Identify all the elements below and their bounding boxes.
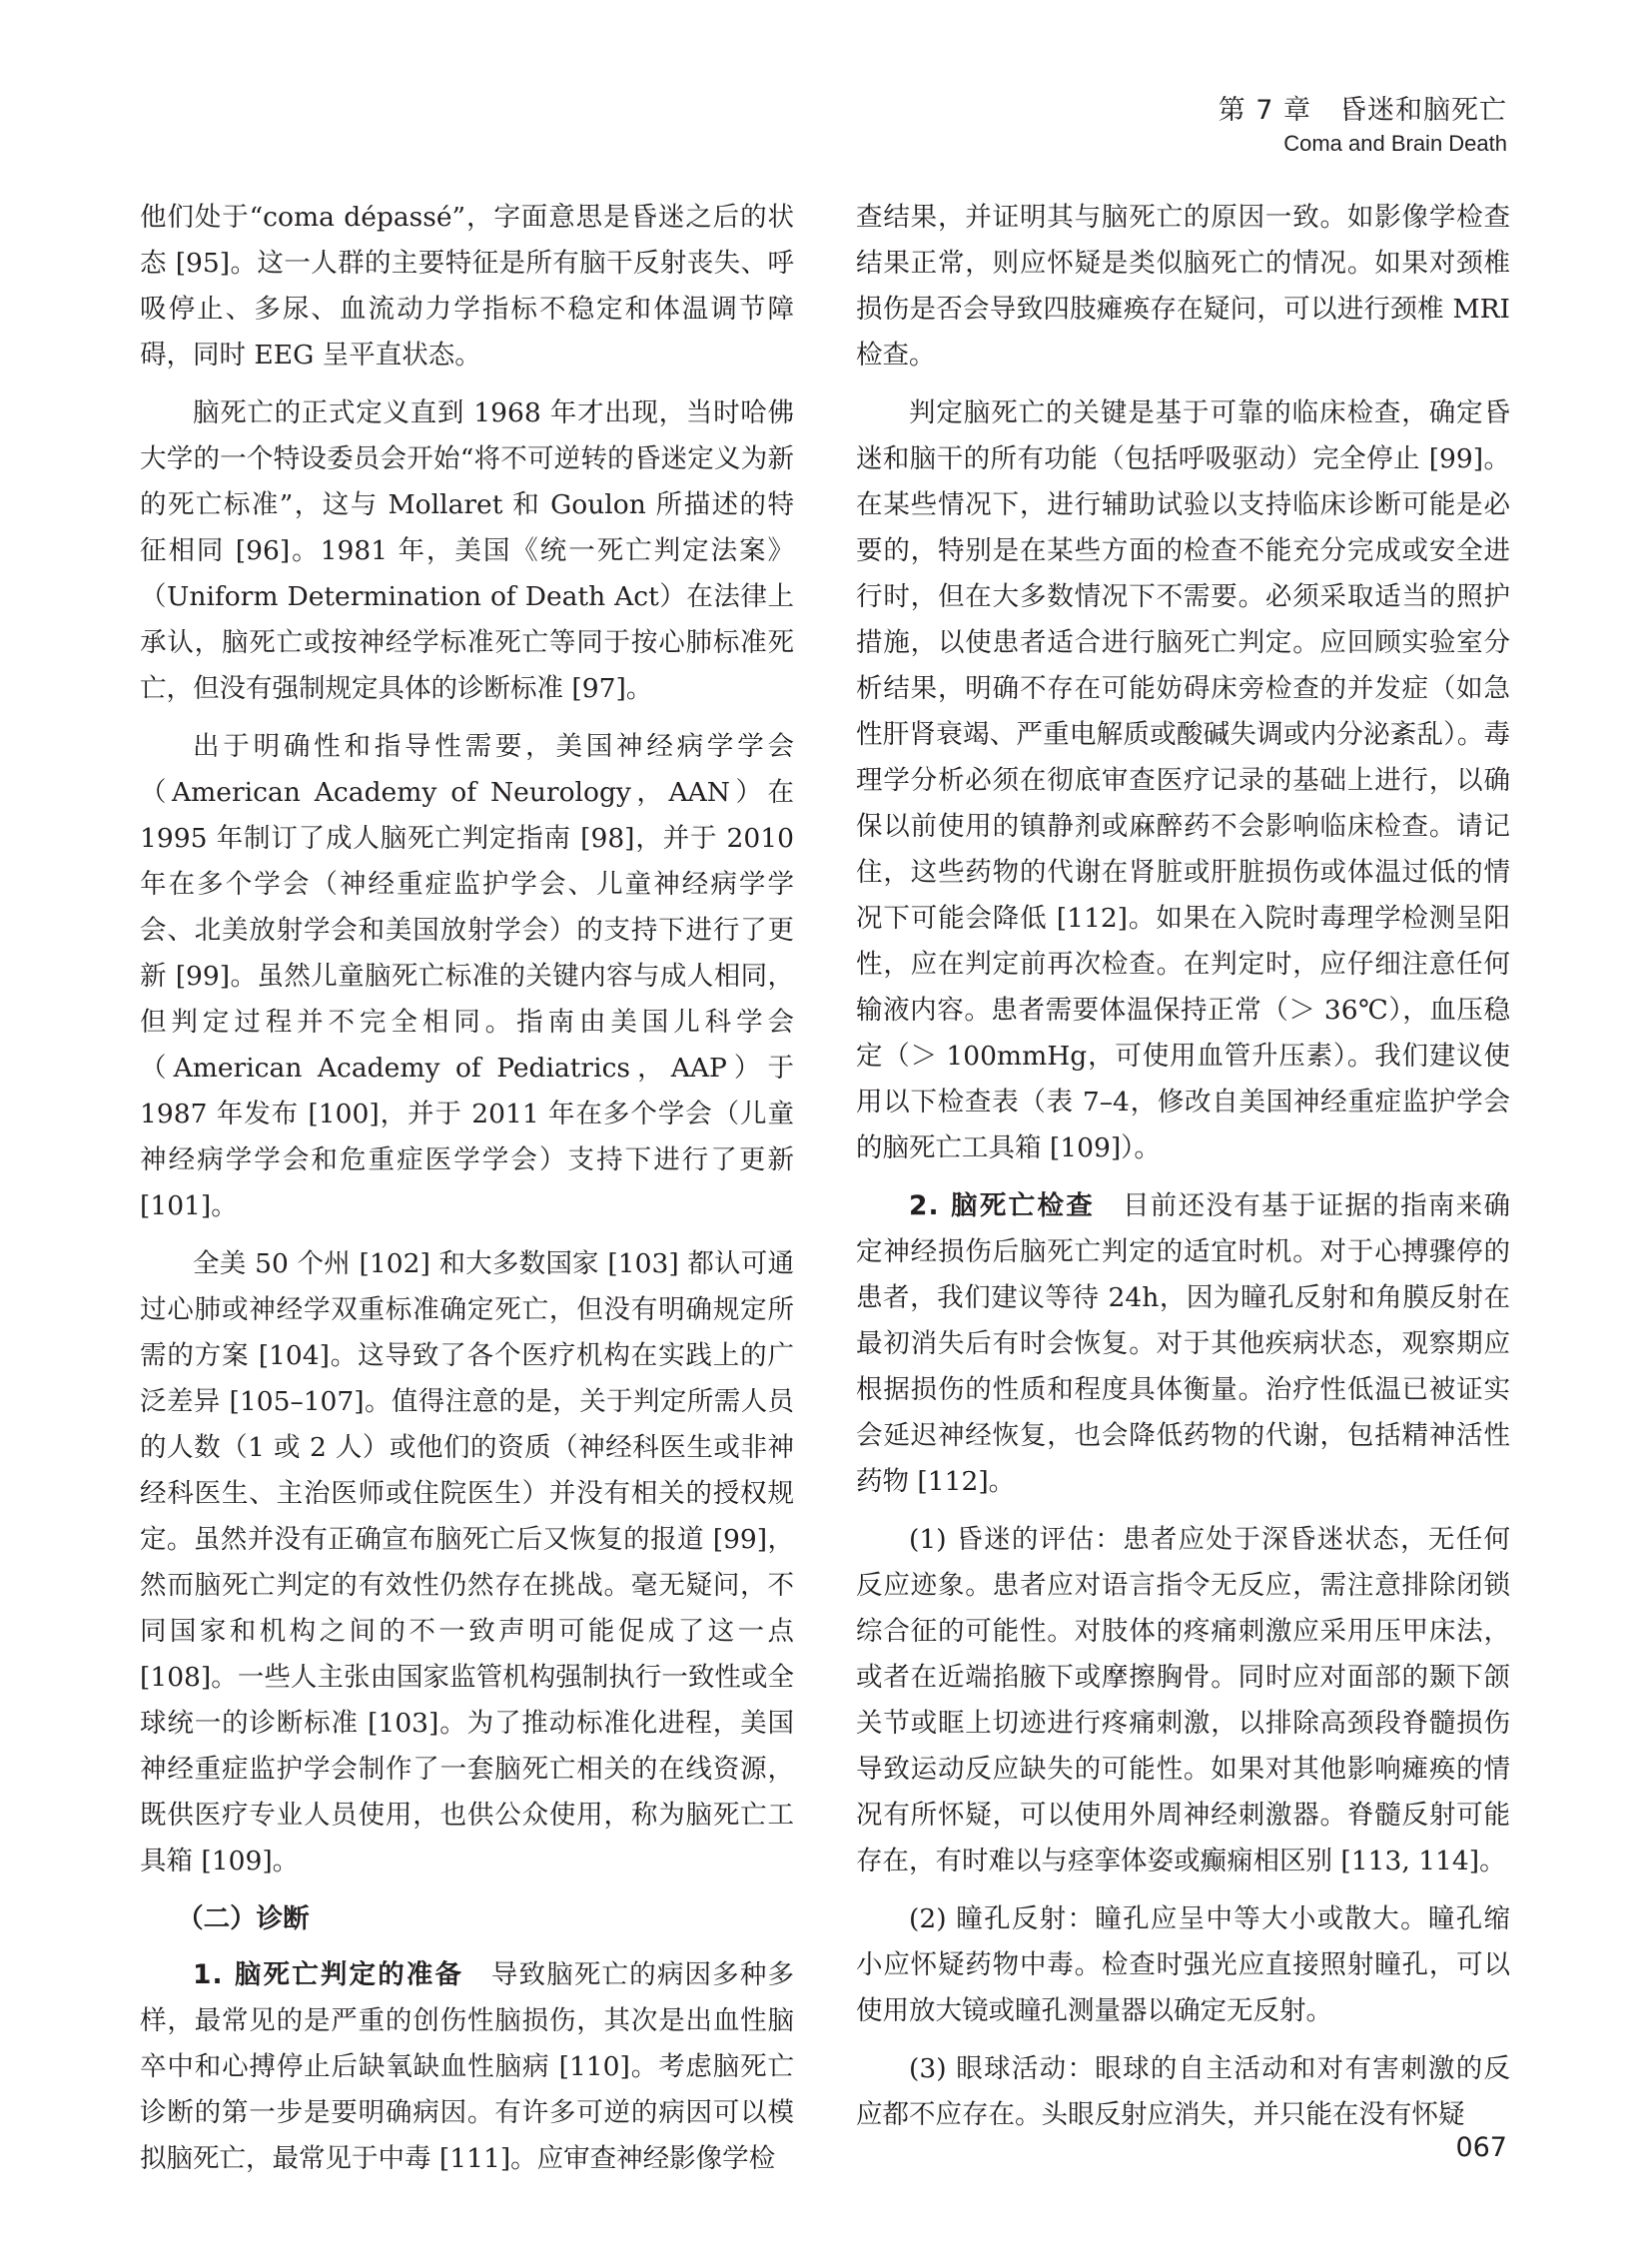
- paragraph: 他们处于“coma dépassé”，字面意思是昏迷之后的状态 [95]。这一人群的主要特征是所有脑干反射丧失、呼吸停止、多尿、血流动力学指标不稳定和体温调节障碍，同时 EEG 呈平直状态。: [140, 202, 794, 371]
- chapter-title: 第 7 章 昏迷和脑死亡: [1218, 95, 1507, 126]
- section-heading: （二）诊断: [177, 1903, 310, 1934]
- paragraph: 判定脑死亡的关键是基于可靠的临床检查，确定昏迷和脑干的所有功能（包括呼吸驱动）完全停止 [99]。在某些情况下，进行辅助试验以支持临床诊断可能是必要的，特别是在某些方面的检查不能充分完成或安全进行时，但在大多数情况下不需要。必须采取适当的照护措施，以使患者适合进行脑死亡判定。应回顾实验室分析结果，明确不存在可能妨碍床旁检查的并发症（如急性肝肾衰竭、严重电解质或酸碱失调或内分泌紊乱）。毒理学分析必须在彻底审查医疗记录的基础上进行，以确保以前使用的镇静剂或麻醉药不会影响临床检查。请记住，这些药物的代谢在肾脏或肝脏损伤或体温过低的情况下可能会降低 [112]。如果在入院时毒理学检测呈阳性，应在判定前再次检查。在判定时，应仔细注意任何输液内容。患者需要体温保持正常（＞ 36℃），血压稳定（＞ 100mmHg，可使用血管升压素）。我们建议使用以下检查表（表 7–4，修改自美国神经重症监护学会的脑死亡工具箱 [109]）。: [856, 397, 1510, 1163]
- running-header: [1219, 88, 1507, 157]
- left-column: [140, 195, 794, 2194]
- right-column: [856, 195, 1510, 2150]
- paragraph: [856, 1183, 1510, 1505]
- paragraph: (1) 昏迷的评估：患者应处于深昏迷状态，无任何反应迹象。患者应对语言指令无反应，需注意排除闭锁综合征的可能性。对肢体的疼痛刺激应采用压甲床法，或者在近端掐腋下或摩擦胸骨。同时应对面部的颞下颌关节或眶上切迹进行疼痛刺激，以排除高颈段脊髓损伤导致运动反应缺失的可能性。如果对其他影响瘫痪的情况有所怀疑，可以使用外周神经刺激器。脊髓反射可能存在，有时难以与痉挛体姿或癫痫相区别 [113, 114]。: [856, 1524, 1510, 1876]
- paragraph: 出于明确性和指导性需要，美国神经病学学会（American Academy of Neurology，AAN）在 1995 年制订了成人脑死亡判定指南 [98]，并于 2010 年在多个学会（神经重症监护学会、儿童神经病学学会、北美放射学会和美国放射学会）的支持下进行了更新 [99]。虽然儿童脑死亡标准的关键内容与成人相同，但判定过程并不完全相同。指南由美国儿科学会（American Academy of Pediatrics，AAP）于 1987 年发布 [100]，并于 2011 年在多个学会（儿童神经病学学会和危重症医学学会）支持下进行了更新 [101]。: [140, 731, 794, 1221]
- paragraph: (3) 眼球活动：眼球的自主活动和对有害刺激的反应都不应存在。头眼反射应消失，并只能在没有怀疑: [856, 2053, 1510, 2130]
- paragraph: (2) 瞳孔反射：瞳孔应呈中等大小或散大。瞳孔缩小应怀疑药物中毒。检查时强光应直接照射瞳孔，可以使用放大镜或瞳孔测量器以确定无反射。: [856, 1903, 1510, 2026]
- paragraph-lead: 1. 脑死亡判定的准备: [193, 1959, 464, 1990]
- paragraph: 全美 50 个州 [102] 和大多数国家 [103] 都认可通过心肺或神经学双重标准确定死亡，但没有明确规定所需的方案 [104]。这导致了各个医疗机构在实践上的广泛差异 [105–107]。值得注意的是，关于判定所需人员的人数（1 或 2 人）或他们的资质（神经科医生或非神经科医生、主治医师或住院医生）并没有相关的授权规定。虽然并没有正确宣布脑死亡后又恢复的报道 [99]，然而脑死亡判定的有效性仍然存在挑战。毫无疑问，不同国家和机构之间的不一致声明可能促成了这一点 [108]。一些人主张由国家监管机构强制执行一致性或全球统一的诊断标准 [103]。为了推动标准化进程，美国神经重症监护学会制作了一套脑死亡相关的在线资源，既供医疗专业人员使用，也供公众使用，称为脑死亡工具箱 [109]。: [140, 1248, 794, 1876]
- paragraph: [140, 1952, 794, 2182]
- paragraph-lead: 2. 脑死亡检查: [909, 1190, 1096, 1221]
- page-number: 067: [1455, 2132, 1507, 2163]
- chapter-title-english: Coma and Brain Death: [1283, 131, 1507, 156]
- paragraph: 脑死亡的正式定义直到 1968 年才出现，当时哈佛大学的一个特设委员会开始“将不可逆转的昏迷定义为新的死亡标准”，这与 Mollaret 和 Goulon 所描述的特征相同 [96]。1981 年，美国《统一死亡判定法案》（Uniform Determination of Death Act）在法律上承认，脑死亡或按神经学标准死亡等同于按心肺标准死亡，但没有强制规定具体的诊断标准 [97]。: [140, 397, 794, 704]
- paragraph-body: 目前还没有基于证据的指南来确定神经损伤后脑死亡判定的适宜时机。对于心搏骤停的患者，我们建议等待 24h，因为瞳孔反射和角膜反射在最初消失后有时会恢复。对于其他疾病状态，观察期应根据损伤的性质和程度具体衡量。治疗性低温已被证实会延迟神经恢复，也会降低药物的代谢，包括精神活性药物 [112]。: [856, 1190, 1511, 1497]
- paragraph-body: 导致脑死亡的病因多种多样，最常见的是严重的创伤性脑损伤，其次是出血性脑卒中和心搏停止后缺氧缺血性脑病 [110]。考虑脑死亡诊断的第一步是要明确病因。有许多可逆的病因可以模拟脑死亡，最常见于中毒 [111]。应审查神经影像学检: [140, 1959, 794, 2174]
- paragraph: 查结果，并证明其与脑死亡的原因一致。如影像学检查结果正常，则应怀疑是类似脑死亡的情况。如果对颈椎损伤是否会导致四肢瘫痪存在疑问，可以进行颈椎 MRI 检查。: [856, 202, 1510, 371]
